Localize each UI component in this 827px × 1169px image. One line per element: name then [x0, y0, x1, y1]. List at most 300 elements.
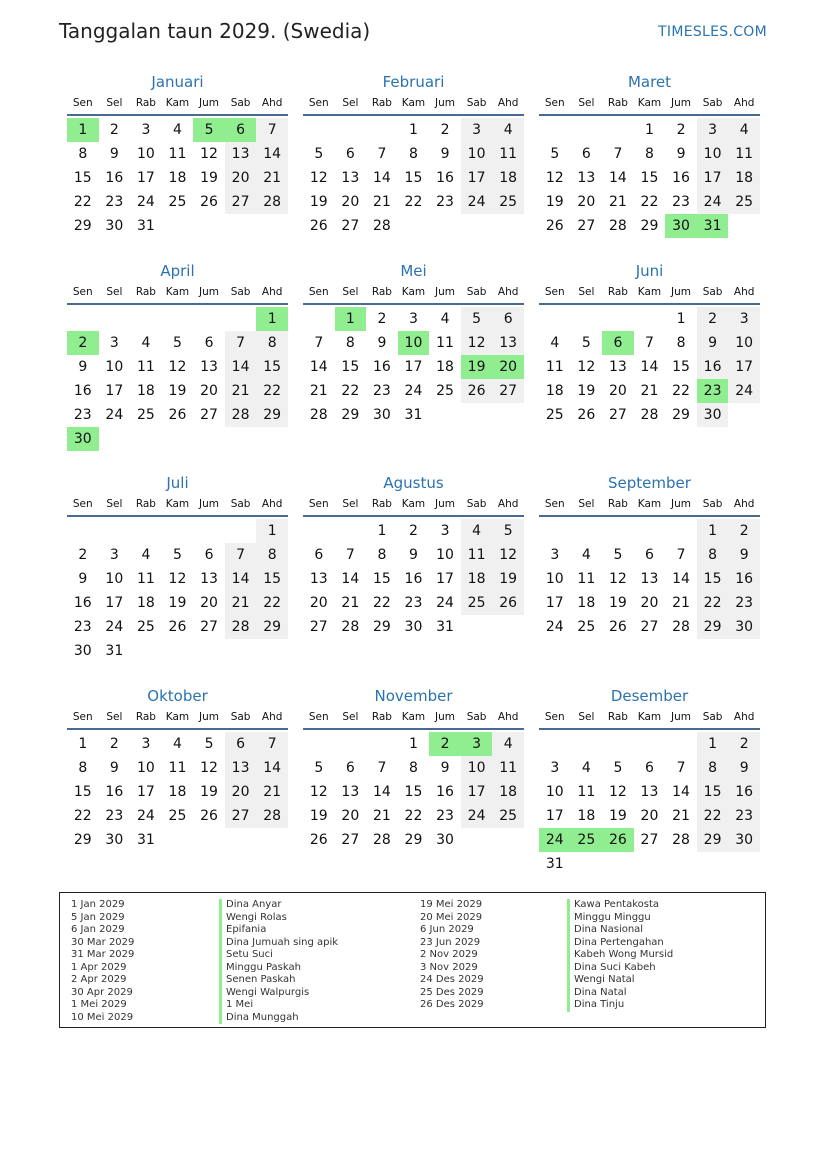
day-cell: 13 — [225, 142, 257, 166]
day-cell: 11 — [136, 571, 155, 587]
day-cell: 19 — [200, 784, 218, 800]
empty-cell — [67, 307, 99, 331]
day-cell: 13 — [341, 170, 360, 186]
day-cell: 9 — [728, 756, 760, 780]
day-cell: 5 — [461, 307, 493, 331]
empty-cell — [303, 732, 335, 756]
day-cell: 21 — [672, 808, 690, 824]
day-cell: 5 — [613, 760, 623, 776]
weekday-label: Jum — [435, 711, 456, 723]
days-grid — [303, 732, 524, 852]
day-cell: 4 — [440, 311, 450, 327]
day-cell: 14 — [225, 567, 257, 591]
day-cell: 3 — [461, 118, 493, 142]
month-februari — [303, 72, 524, 261]
holiday-day-cell: 6 — [602, 331, 634, 355]
weekday-label: Jum — [671, 286, 692, 298]
days-grid — [303, 519, 524, 639]
day-cell: 4 — [550, 335, 560, 351]
day-cell: 11 — [577, 784, 596, 800]
day-cell: 9 — [377, 335, 387, 351]
day-cell: 20 — [309, 595, 328, 611]
empty-cell — [303, 519, 335, 543]
day-cell: 2 — [78, 547, 88, 563]
day-cell: 27 — [608, 407, 627, 423]
empty-cell — [335, 118, 367, 142]
days-grid — [67, 118, 288, 238]
days-grid — [539, 307, 760, 427]
day-cell: 14 — [256, 756, 288, 780]
day-cell: 29 — [697, 828, 729, 852]
days-grid — [539, 732, 760, 876]
day-cell: 20 — [225, 166, 257, 190]
day-cell: 20 — [640, 595, 659, 611]
holiday-day-cell: 1 — [335, 307, 367, 331]
day-cell: 25 — [436, 383, 454, 399]
day-cell: 2 — [728, 732, 760, 756]
day-cell: 26 — [309, 832, 328, 848]
day-cell: 25 — [728, 190, 760, 214]
day-cell: 27 — [200, 407, 218, 423]
weekday-label: Sen — [72, 711, 93, 723]
day-cell: 4 — [492, 118, 524, 142]
weekday-label: Kam — [637, 711, 662, 723]
weekday-label: Sel — [106, 711, 123, 723]
day-cell: 18 — [461, 567, 493, 591]
day-cell: 21 — [256, 166, 288, 190]
day-cell: 29 — [256, 615, 288, 639]
days-grid — [67, 519, 288, 663]
holiday-day-cell: 1 — [67, 118, 99, 142]
day-cell: 17 — [697, 166, 729, 190]
day-cell: 8 — [645, 146, 654, 162]
weekday-label: Jum — [671, 498, 692, 510]
day-cell: 10 — [545, 571, 564, 587]
day-cell: 26 — [492, 591, 524, 615]
days-grid — [539, 519, 760, 639]
day-cell: 10 — [136, 760, 155, 776]
month-name: Oktober — [147, 687, 208, 705]
day-cell: 1 — [676, 311, 686, 327]
weekday-label: Jum — [671, 711, 692, 723]
day-cell: 18 — [577, 595, 596, 611]
day-cell: 17 — [545, 808, 564, 824]
day-cell: 7 — [613, 146, 623, 162]
day-cell: 7 — [225, 543, 257, 567]
day-cell: 3 — [409, 311, 418, 327]
legend-name: Kabeh Wong Mursid — [567, 949, 673, 962]
day-cell: 20 — [577, 194, 596, 210]
legend-date: 30 Mar 2029 — [71, 936, 135, 948]
day-cell: 12 — [309, 170, 328, 186]
legend-name: Wengi Natal — [567, 974, 673, 987]
day-cell: 4 — [581, 760, 591, 776]
weekday-label: Kam — [401, 97, 426, 109]
day-cell: 7 — [314, 335, 324, 351]
weekday-label: Rab — [607, 711, 628, 723]
day-cell: 30 — [436, 832, 454, 848]
day-cell: 17 — [105, 595, 124, 611]
weekday-label: Rab — [135, 498, 156, 510]
month-september — [539, 473, 760, 686]
empty-cell — [634, 519, 666, 543]
day-cell: 14 — [372, 170, 391, 186]
weekday-label: Kam — [401, 711, 426, 723]
day-cell: 23 — [436, 808, 454, 824]
legend-date: 30 Apr 2029 — [71, 986, 133, 998]
holiday-day-cell: 19 — [461, 355, 493, 379]
day-cell: 28 — [672, 832, 690, 848]
weekday-header — [303, 96, 524, 116]
day-cell: 14 — [309, 359, 328, 375]
day-cell: 16 — [73, 595, 92, 611]
legend-name: Dina Natal — [567, 987, 673, 1000]
legend-date: 20 Mei 2029 — [420, 911, 483, 923]
day-cell: 10 — [461, 756, 493, 780]
legend-date: 3 Nov 2029 — [420, 961, 478, 973]
weekday-label: Sel — [342, 498, 359, 510]
day-cell: 24 — [136, 808, 155, 824]
day-cell: 5 — [550, 146, 560, 162]
day-cell: 24 — [728, 379, 760, 403]
day-cell: 15 — [697, 780, 729, 804]
weekday-label: Sab — [466, 711, 487, 723]
day-cell: 24 — [404, 383, 423, 399]
day-cell: 3 — [141, 736, 151, 752]
day-cell: 15 — [256, 355, 288, 379]
day-cell: 12 — [168, 571, 187, 587]
day-cell: 16 — [73, 383, 92, 399]
day-cell: 18 — [168, 784, 187, 800]
day-cell: 15 — [341, 359, 360, 375]
weekday-label: Sel — [578, 498, 595, 510]
legend-name: Wengi Walpurgis — [219, 987, 338, 1000]
weekday-label: Rab — [371, 711, 392, 723]
day-cell: 16 — [436, 784, 454, 800]
day-cell: 13 — [200, 359, 218, 375]
day-cell: 19 — [545, 194, 564, 210]
legend-date: 2 Apr 2029 — [71, 974, 127, 985]
legend-date: 25 Des 2029 — [420, 986, 484, 998]
day-cell: 23 — [73, 619, 92, 635]
month-name: Agustus — [383, 474, 444, 492]
day-cell: 10 — [728, 331, 760, 355]
month-name: Juni — [635, 262, 664, 280]
day-cell: 16 — [105, 170, 124, 186]
day-cell: 25 — [136, 407, 155, 423]
day-cell: 18 — [728, 166, 760, 190]
day-cell: 22 — [341, 383, 360, 399]
day-cell: 7 — [225, 331, 257, 355]
legend-date: 5 Jan 2029 — [71, 911, 125, 923]
weekday-label: Sen — [544, 97, 565, 109]
weekday-label: Jum — [435, 286, 456, 298]
empty-cell — [130, 307, 162, 331]
weekday-label: Ahd — [497, 498, 519, 510]
day-cell: 14 — [225, 355, 257, 379]
day-cell: 11 — [728, 142, 760, 166]
day-cell: 2 — [109, 736, 119, 752]
holiday-day-cell: 1 — [256, 307, 288, 331]
month-agustus — [303, 473, 524, 686]
weekday-header — [303, 497, 524, 517]
day-cell: 22 — [697, 804, 729, 828]
holiday-legend — [59, 892, 766, 1028]
day-cell: 17 — [461, 166, 493, 190]
day-cell: 9 — [728, 543, 760, 567]
empty-cell — [193, 519, 225, 543]
day-cell: 3 — [109, 335, 119, 351]
day-cell: 26 — [545, 218, 564, 234]
legend-date: 1 Apr 2029 — [71, 961, 127, 973]
weekday-label: Sen — [544, 498, 565, 510]
day-cell: 16 — [436, 170, 454, 186]
empty-cell — [366, 118, 398, 142]
day-cell: 4 — [492, 732, 524, 756]
day-cell: 22 — [372, 595, 391, 611]
day-cell: 5 — [613, 547, 623, 563]
day-cell: 8 — [256, 331, 288, 355]
legend-date: 6 Jan 2029 — [71, 924, 125, 935]
day-cell: 3 — [141, 122, 151, 138]
day-cell: 16 — [404, 571, 423, 587]
day-cell: 16 — [728, 780, 760, 804]
legend-date: 31 Mar 2029 — [71, 949, 135, 960]
weekday-header — [67, 96, 288, 116]
day-cell: 10 — [105, 571, 124, 587]
weekday-label: Ahd — [497, 711, 519, 723]
legend-date: 19 Mei 2029 — [420, 899, 483, 910]
day-cell: 1 — [409, 736, 418, 752]
day-cell: 20 — [200, 595, 218, 611]
day-cell: 11 — [492, 142, 524, 166]
day-cell: 31 — [105, 643, 124, 659]
day-cell: 27 — [640, 832, 659, 848]
weekday-label: Sen — [308, 711, 329, 723]
day-cell: 22 — [73, 194, 92, 210]
day-cell: 7 — [645, 335, 654, 351]
day-cell: 6 — [314, 547, 324, 563]
day-cell: 3 — [550, 760, 560, 776]
day-cell: 5 — [173, 335, 182, 351]
day-cell: 3 — [728, 307, 760, 331]
day-cell: 24 — [105, 619, 124, 635]
day-cell: 30 — [728, 615, 760, 639]
day-cell: 26 — [309, 218, 328, 234]
day-cell: 29 — [372, 619, 391, 635]
day-cell: 22 — [256, 591, 288, 615]
month-desember — [539, 686, 760, 886]
empty-cell — [335, 732, 367, 756]
empty-cell — [303, 307, 335, 331]
day-cell: 25 — [461, 591, 493, 615]
day-cell: 22 — [672, 383, 690, 399]
empty-cell — [162, 307, 194, 331]
legend-name: Senen Paskah — [219, 974, 338, 987]
site-link[interactable]: TIMESLES.COM — [658, 24, 767, 40]
month-april — [67, 261, 288, 473]
empty-cell — [539, 732, 571, 756]
day-cell: 10 — [136, 146, 155, 162]
legend-name: Dina Anyar — [219, 899, 338, 912]
day-cell: 26 — [200, 194, 218, 210]
day-cell: 17 — [105, 383, 124, 399]
day-cell: 21 — [640, 383, 659, 399]
empty-cell — [602, 732, 634, 756]
legend-name: Dina Jumuah sing apik — [219, 937, 338, 950]
day-cell: 26 — [200, 808, 218, 824]
empty-cell — [335, 519, 367, 543]
day-cell: 30 — [73, 643, 92, 659]
weekday-label: Kam — [165, 498, 190, 510]
day-cell: 19 — [200, 170, 218, 186]
day-cell: 11 — [436, 335, 454, 351]
legend-date: 6 Jun 2029 — [420, 924, 474, 935]
day-cell: 31 — [436, 619, 454, 635]
day-cell: 2 — [728, 519, 760, 543]
day-cell: 7 — [345, 547, 355, 563]
day-cell: 17 — [136, 170, 155, 186]
weekday-label: Sel — [106, 97, 123, 109]
day-cell: 6 — [204, 335, 214, 351]
day-cell: 19 — [309, 808, 328, 824]
weekday-label: Sen — [544, 286, 565, 298]
day-cell: 2 — [697, 307, 729, 331]
holiday-day-cell: 6 — [225, 118, 257, 142]
day-cell: 18 — [577, 808, 596, 824]
weekday-label: Kam — [637, 286, 662, 298]
day-cell: 20 — [225, 780, 257, 804]
month-name: Mei — [400, 262, 427, 280]
legend-name: Dina Pertengahan — [567, 937, 673, 950]
day-cell: 14 — [341, 571, 360, 587]
day-cell: 25 — [545, 407, 564, 423]
day-cell: 14 — [640, 359, 659, 375]
legend-right-names — [567, 899, 673, 1012]
legend-name: Minggu Paskah — [219, 962, 338, 975]
weekday-label: Kam — [401, 286, 426, 298]
weekday-label: Sen — [308, 97, 329, 109]
day-cell: 10 — [436, 547, 454, 563]
day-cell: 28 — [608, 218, 627, 234]
day-cell: 23 — [73, 407, 92, 423]
day-cell: 24 — [136, 194, 155, 210]
empty-cell — [67, 519, 99, 543]
day-cell: 13 — [608, 359, 627, 375]
day-cell: 29 — [672, 407, 690, 423]
legend-date: 1 Mei 2029 — [71, 999, 127, 1010]
day-cell: 23 — [105, 808, 124, 824]
empty-cell — [303, 118, 335, 142]
weekday-label: Sab — [466, 286, 487, 298]
holiday-day-cell: 23 — [697, 379, 729, 403]
day-cell: 2 — [676, 122, 686, 138]
holiday-day-cell: 25 — [571, 828, 603, 852]
day-cell: 16 — [372, 359, 391, 375]
holiday-day-cell: 30 — [665, 214, 697, 238]
day-cell: 21 — [341, 595, 360, 611]
legend-name: Dina Suci Kabeh — [567, 962, 673, 975]
holiday-day-cell: 2 — [67, 331, 99, 355]
day-cell: 4 — [581, 547, 591, 563]
day-cell: 22 — [697, 591, 729, 615]
legend-name: Wengi Rolas — [219, 912, 338, 925]
day-cell: 12 — [200, 760, 218, 776]
day-cell: 12 — [577, 359, 596, 375]
day-cell: 17 — [728, 355, 760, 379]
day-cell: 25 — [168, 808, 187, 824]
day-cell: 16 — [672, 170, 690, 186]
month-name: September — [608, 474, 691, 492]
day-cell: 18 — [436, 359, 454, 375]
empty-cell — [634, 732, 666, 756]
empty-cell — [571, 732, 603, 756]
legend-name: 1 Mei — [219, 999, 338, 1012]
weekday-label: Sen — [72, 286, 93, 298]
day-cell: 30 — [697, 403, 729, 427]
day-cell: 10 — [697, 142, 729, 166]
day-cell: 24 — [436, 595, 454, 611]
day-cell: 13 — [577, 170, 596, 186]
empty-cell — [634, 307, 666, 331]
day-cell: 8 — [676, 335, 686, 351]
day-cell: 9 — [440, 146, 450, 162]
day-cell: 8 — [256, 543, 288, 567]
day-cell: 27 — [640, 619, 659, 635]
day-cell: 15 — [256, 567, 288, 591]
day-cell: 11 — [492, 756, 524, 780]
weekday-label: Sab — [230, 286, 251, 298]
weekday-header — [67, 285, 288, 305]
day-cell: 3 — [440, 523, 450, 539]
day-cell: 20 — [341, 194, 360, 210]
weekday-label: Jum — [671, 97, 692, 109]
weekday-label: Kam — [637, 97, 662, 109]
day-cell: 26 — [608, 619, 627, 635]
weekday-label: Sel — [106, 498, 123, 510]
day-cell: 4 — [173, 736, 182, 752]
month-juni — [539, 261, 760, 473]
month-name: April — [160, 262, 195, 280]
weekday-header — [539, 96, 760, 116]
day-cell: 13 — [640, 571, 659, 587]
weekday-label: Ahd — [261, 711, 283, 723]
day-cell: 26 — [577, 407, 596, 423]
day-cell: 15 — [73, 784, 92, 800]
day-cell: 8 — [697, 756, 729, 780]
day-cell: 5 — [173, 547, 182, 563]
day-cell: 9 — [676, 146, 686, 162]
day-cell: 22 — [404, 194, 423, 210]
day-cell: 27 — [225, 190, 257, 214]
day-cell: 5 — [314, 146, 324, 162]
weekday-label: Rab — [371, 286, 392, 298]
day-cell: 21 — [372, 808, 391, 824]
legend-name: Kawa Pentakosta — [567, 899, 673, 912]
day-cell: 28 — [640, 407, 659, 423]
day-cell: 28 — [372, 218, 391, 234]
legend-date: 2 Nov 2029 — [420, 949, 478, 960]
day-cell: 13 — [492, 331, 524, 355]
day-cell: 12 — [168, 359, 187, 375]
weekday-label: Sel — [342, 711, 359, 723]
day-cell: 8 — [377, 547, 387, 563]
day-cell: 25 — [136, 619, 155, 635]
day-cell: 8 — [409, 760, 418, 776]
day-cell: 29 — [404, 832, 423, 848]
day-cell: 25 — [492, 804, 524, 828]
day-cell: 22 — [73, 808, 92, 824]
